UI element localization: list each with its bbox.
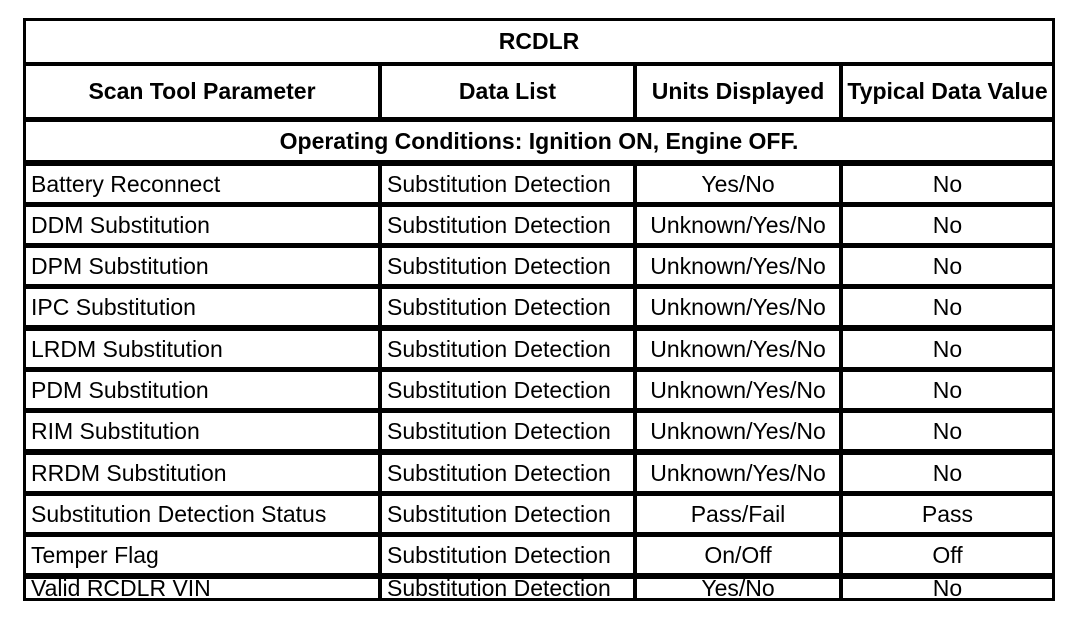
units-cell: Unknown/Yes/No	[637, 455, 839, 491]
typical-value-cell: No	[843, 413, 1052, 449]
units-cell: Unknown/Yes/No	[637, 372, 839, 408]
typical-value-cell: No	[843, 207, 1052, 243]
units-cell: Unknown/Yes/No	[637, 331, 839, 367]
operating-conditions: Operating Conditions: Ignition ON, Engine OFF.	[26, 122, 1052, 160]
parameter-cell: Valid RCDLR VIN	[26, 579, 378, 598]
typical-value-cell: No	[843, 166, 1052, 202]
data-list-cell: Substitution Detection	[382, 413, 633, 449]
units-cell: On/Off	[637, 537, 839, 573]
data-list-cell: Substitution Detection	[382, 331, 633, 367]
units-cell: Unknown/Yes/No	[637, 289, 839, 325]
header-units-displayed: Units Displayed	[637, 66, 839, 117]
data-list-cell: Substitution Detection	[382, 496, 633, 532]
data-table	[23, 18, 1055, 601]
parameter-cell: Battery Reconnect	[26, 166, 378, 202]
data-list-cell: Substitution Detection	[382, 166, 633, 202]
units-cell: Pass/Fail	[637, 496, 839, 532]
parameter-cell: RRDM Substitution	[26, 455, 378, 491]
typical-value-cell: No	[843, 372, 1052, 408]
table-title: RCDLR	[26, 21, 1052, 62]
header-data-list: Data List	[382, 66, 633, 117]
typical-value-cell: No	[843, 455, 1052, 491]
data-list-cell: Substitution Detection	[382, 289, 633, 325]
units-cell: Unknown/Yes/No	[637, 207, 839, 243]
data-list-cell: Substitution Detection	[382, 372, 633, 408]
parameter-cell: PDM Substitution	[26, 372, 378, 408]
parameter-cell: Substitution Detection Status	[26, 496, 378, 532]
header-scan-tool-parameter: Scan Tool Parameter	[26, 66, 378, 117]
data-list-cell: Substitution Detection	[382, 248, 633, 284]
data-list-cell: Substitution Detection	[382, 537, 633, 573]
parameter-cell: LRDM Substitution	[26, 331, 378, 367]
typical-value-cell: No	[843, 579, 1052, 598]
typical-value-cell: No	[843, 248, 1052, 284]
parameter-cell: Temper Flag	[26, 537, 378, 573]
parameter-cell: IPC Substitution	[26, 289, 378, 325]
typical-value-cell: Pass	[843, 496, 1052, 532]
data-list-cell: Substitution Detection	[382, 579, 633, 598]
data-list-cell: Substitution Detection	[382, 455, 633, 491]
header-typical-data-value: Typical Data Value	[843, 66, 1052, 117]
units-cell: Unknown/Yes/No	[637, 413, 839, 449]
typical-value-cell: No	[843, 289, 1052, 325]
parameter-cell: RIM Substitution	[26, 413, 378, 449]
units-cell: Yes/No	[637, 166, 839, 202]
units-cell: Yes/No	[637, 579, 839, 598]
parameter-cell: DPM Substitution	[26, 248, 378, 284]
typical-value-cell: Off	[843, 537, 1052, 573]
typical-value-cell: No	[843, 331, 1052, 367]
units-cell: Unknown/Yes/No	[637, 248, 839, 284]
data-list-cell: Substitution Detection	[382, 207, 633, 243]
parameter-cell: DDM Substitution	[26, 207, 378, 243]
